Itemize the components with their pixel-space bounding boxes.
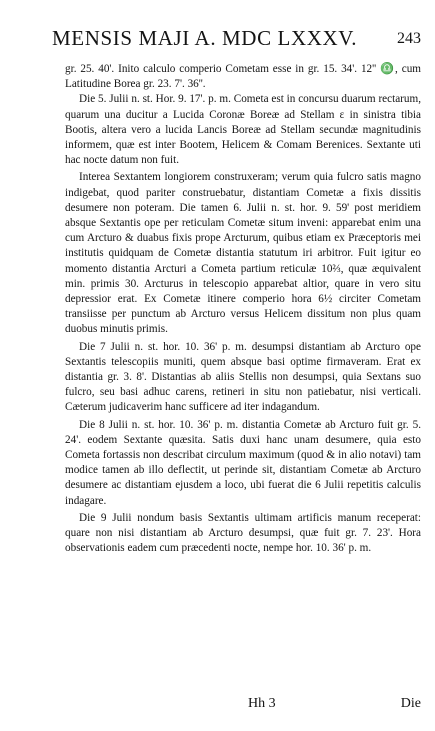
catchword: Die — [400, 696, 421, 711]
paragraph-continuation: gr. 25. 40'. Inito calculo comperio Cometam esse in gr. 15. 34'. 12'' ♎, cum Latitudine Borea gr. 23. 7'. 36''. — [65, 63, 421, 91]
paragraph-july-7: Die 7 Julii n. st. hor. 10. 36' p. m. desumpsi distantiam ab Arcturo ope Sextantis telescopiis muniti, quem absque basi optime firmaveram. Erat ex distantia gr. 3. 8'. Distantias ab aliis Stellis non desumpsi, quia Sextans suo fulcro, seu basi adhuc carens, retineri in situ non patiebatur, nisi verticali. Cæterum judicaverim hanc sufficere ad iter indagandum. — [65, 340, 421, 414]
paragraph-july-9: Die 9 Julii nondum basis Sextantis ultimam artificis manum receperat: quare non nisi distantiam ab Arcturo desumpsi, quæ fuit gr. 7. 23'. Hora observationis eadem cum præcedenti nocte, nempe hor. 10. 36' p. m. — [65, 511, 421, 555]
running-title: MENSIS MAJI A. MDC LXXXV. — [52, 26, 358, 50]
page-footer — [0, 696, 435, 716]
page-header — [0, 26, 435, 56]
paragraph-july-8: Die 8 Julii n. st. hor. 10. 36' p. m. distantia Cometæ ab Arcturo fuit gr. 5. 24'. eodem Sextante quæsita. Satis duxi hanc unam desumere, quia esto Cometa fortassis non describat circulum maximum (quod & in alio notavi) tam modice tamen ab illo deflectit, ut perinde sit, distantiam Cometæ ab Arcturo desumere ac distantiam ejusdem a loco, ubi fuerat die 6 Julii repetitis calculis indagare. — [65, 418, 421, 507]
page-number: 243 — [397, 30, 421, 47]
paragraph-july-5: Die 5. Julii n. st. Hor. 9. 17'. p. m. Cometa est in concursu duarum rectarum, quarum una ducitur a Lucida Coronæ Boreæ ad Stellam ε in sinistra tibia Bootis, altera vero a lucida Lancis Boreæ ad Stellam secundæ magnitudinis informem, quæ est inter Bootem, Helicem & Comam Berenices. Sextante uti hac nocte datum non fuit. — [65, 93, 421, 167]
signature-mark: Hh 3 — [248, 696, 276, 711]
paragraph-sextant-construction: Interea Sextantem longiorem construxeram; verum quia fulcro satis magno indigebat, quod pariter construebatur, distantiam Cometæ a fixis dissitis desumere non poteram. Die tamen 6. Julii n. st. hor. 9. 59' post meridiem absque Sextantis ope per reticulam Cometæ situm inveni: apparebat enim una cum Arcturo & duabus fixis prope Arcturum, quibus etiam ex Præceptoris mei institutis quidquam de Cometæ distantia statutum iri arbitror. Fuit igitur eo momento distantia Arcturi a Cometa partium reticulæ 10⅔, quæ æquivalent min. primis 30. Arcturus in telescopio apparebat altior, quare in vero situ depressior erat. Ex Cometæ itinere comperio hora 6½ circiter Cometam transiisse per punctum ab Arcturo versus Helicem dissitum non plus quam duobus minutis primis. — [65, 171, 421, 336]
body-text — [65, 62, 421, 557]
